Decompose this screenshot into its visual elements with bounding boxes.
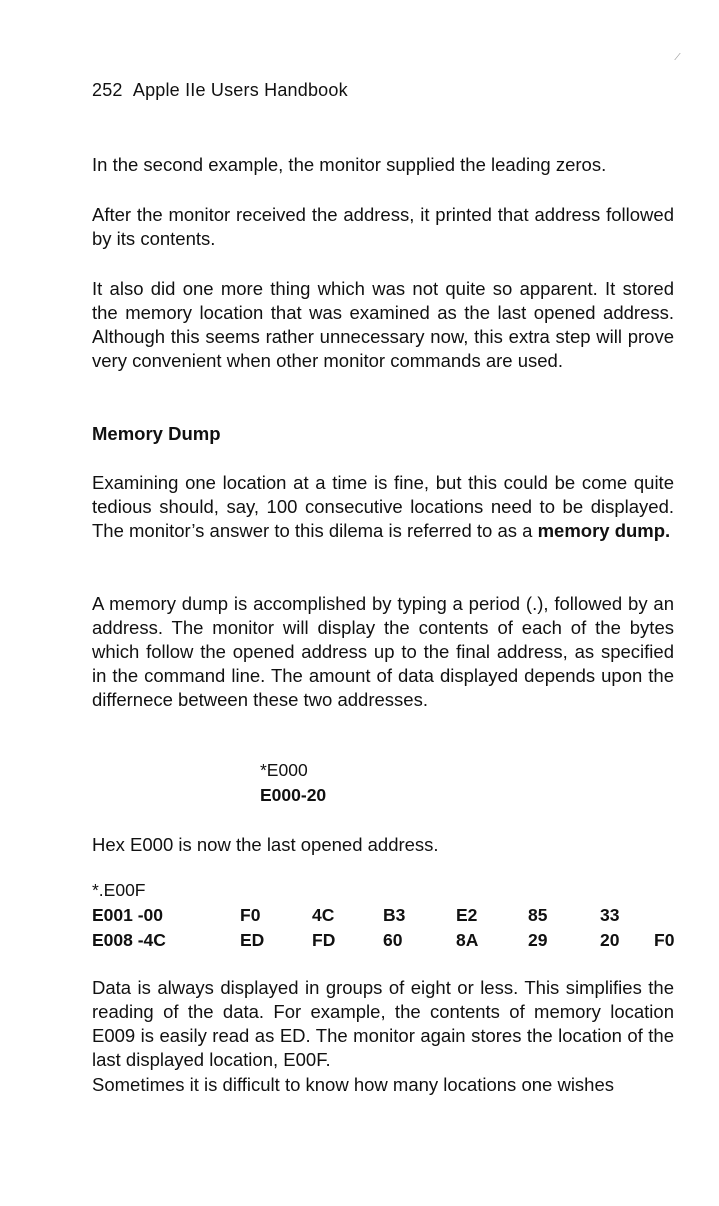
dump-byte: 4C	[312, 905, 335, 925]
dump-byte: 8A	[456, 930, 479, 950]
running-header	[92, 80, 348, 101]
dump-row	[92, 930, 674, 954]
dump-byte: E2	[456, 905, 478, 925]
paragraph-4-text: Examining one location at a time is fine, but this could be come quite tedious should, say, 100 consecutive locations need to be displayed. The monitor’s answer to this dilema is referred to as a	[92, 472, 674, 541]
dump-byte: F0	[654, 930, 675, 950]
dump-row	[92, 905, 674, 929]
paragraph-6: Hex E000 is now the last opened address.	[92, 834, 439, 855]
dump-byte: 20	[600, 930, 620, 950]
paragraph-8: Sometimes it is difficult to know how many locations one wishes	[92, 1074, 615, 1095]
book-title: Apple IIe Users Handbook	[132, 80, 348, 100]
dump-byte: ED	[240, 930, 265, 950]
term-memory-dump: memory dump.	[537, 520, 671, 541]
dump-byte: 29	[528, 930, 548, 950]
dump-address: E008 -4C	[92, 930, 166, 950]
dump-byte: 85	[528, 905, 548, 925]
paragraph-5: A memory dump is accomplished by typing a period (.), followed by an address. The monitor will display the contents of each of the bytes which follow the opened address up to the final address, as specified in the command line. The amount of data displayed depends upon the differnece between these two addresses.	[92, 593, 674, 710]
dump-command: *.E00F	[92, 880, 146, 900]
paragraph-1: In the second example, the monitor supplied the leading zeros.	[92, 154, 607, 175]
code-line-1: *E000	[260, 760, 308, 780]
dump-byte: 33	[600, 905, 620, 925]
code-line-2: E000-20	[260, 785, 327, 805]
corner-mark: ⁄	[677, 52, 679, 63]
dump-byte: B3	[383, 905, 406, 925]
section-heading: Memory Dump	[92, 423, 221, 444]
paragraph-7: Data is always displayed in groups of eight or less. This simplifies the reading of the data. For example, the contents of memory location E009 is easily read as ED. The monitor again stores the location of the last displayed location, E00F.	[92, 977, 674, 1070]
paragraph-4	[92, 471, 674, 543]
paragraph-2: After the monitor received the address, it printed that address followed by its contents.	[92, 204, 674, 249]
dump-byte: FD	[312, 930, 336, 950]
paragraph-3: It also did one more thing which was not quite so apparent. It stored the memory location that was examined as the last opened address. Although this seems rather unnecessary now, this extra step will prove very convenient when other monitor commands are used.	[92, 278, 674, 371]
page-number: 252	[92, 80, 123, 100]
dump-address: E001 -00	[92, 905, 164, 925]
dump-byte: 60	[383, 930, 403, 950]
dump-byte: F0	[240, 905, 261, 925]
